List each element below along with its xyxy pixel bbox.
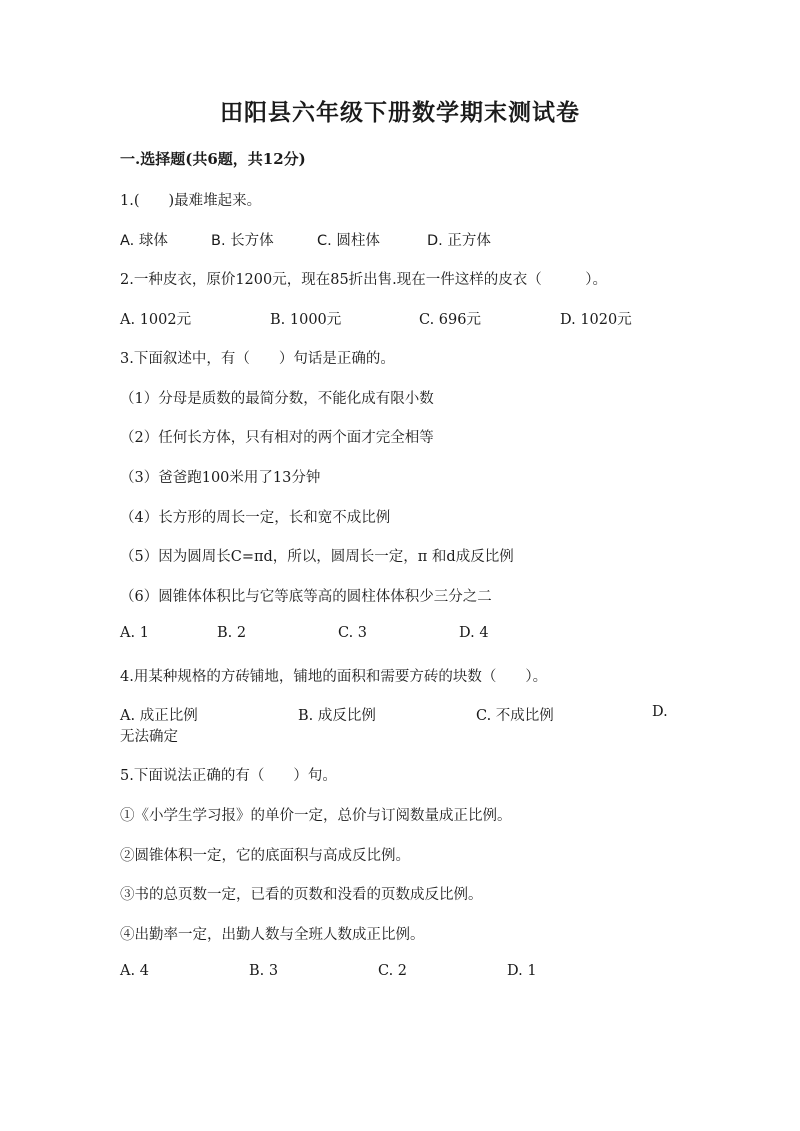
q2-option-b: B. 1000元 <box>270 312 342 328</box>
q4-option-a: A. 成正比例 <box>120 708 198 724</box>
q3-statement-1: （1）分母是质数的最简分数，不能化成有限小数 <box>120 391 434 407</box>
q4-option-d: D. <box>652 704 668 720</box>
q4-option-b: B. 成反比例 <box>298 708 376 724</box>
question-3-stem: 3.下面叙述中，有（ ）句话是正确的。 <box>120 351 395 367</box>
q1-option-c: C. 圆柱体 <box>317 233 380 249</box>
q3-statement-5: （5）因为圆周长C=πd，所以，圆周长一定，π 和d成反比例 <box>120 549 514 565</box>
q2-option-c: C. 696元 <box>419 312 481 328</box>
q2-option-a: A. 1002元 <box>120 312 192 328</box>
q5-option-c: C. 2 <box>378 963 408 979</box>
q3-statement-2: （2）任何长方体，只有相对的两个面才完全相等 <box>120 430 434 446</box>
q5-statement-3: ③书的总页数一定，已看的页数和没看的页数成反比例。 <box>120 887 483 903</box>
q1-option-a: A. 球体 <box>120 233 168 249</box>
q1-option-d: D. 正方体 <box>427 233 491 249</box>
q5-option-d: D. 1 <box>507 963 537 979</box>
question-1-stem: 1.( )最难堆起来。 <box>120 193 262 209</box>
q5-statement-4: ④出勤率一定，出勤人数与全班人数成正比例。 <box>120 927 425 943</box>
q5-statement-1: ①《小学生学习报》的单价一定，总价与订阅数量成正比例。 <box>120 808 512 824</box>
q5-option-a: A. 4 <box>120 963 149 979</box>
question-4-stem: 4.用某种规格的方砖铺地，铺地的面积和需要方砖的块数（ ）。 <box>120 669 548 685</box>
q3-option-d: D. 4 <box>459 625 489 641</box>
q1-option-b: B. 长方体 <box>211 233 274 249</box>
q3-statement-4: （4）长方形的周长一定，长和宽不成比例 <box>120 510 391 526</box>
q3-option-c: C. 3 <box>338 625 368 641</box>
page-title: 田阳县六年级下册数学期末测试卷 <box>220 99 580 126</box>
question-2-stem: 2.一种皮衣，原价1200元，现在85折出售.现在一件这样的皮衣（ ）。 <box>120 272 608 288</box>
q5-statement-2: ②圆锥体积一定，它的底面积与高成反比例。 <box>120 848 410 864</box>
q4-option-c: C. 不成比例 <box>476 708 554 724</box>
q3-option-b: B. 2 <box>217 625 247 641</box>
section-heading: 一.选择题(共6题，共12分) <box>120 150 306 168</box>
q3-statement-6: （6）圆锥体体积比与它等底等高的圆柱体体积少三分之二 <box>120 589 492 605</box>
question-5-stem: 5.下面说法正确的有（ ）句。 <box>120 768 337 784</box>
q4-option-d-text: 无法确定 <box>120 729 178 745</box>
q2-option-d: D. 1020元 <box>560 312 632 328</box>
q3-option-a: A. 1 <box>120 625 149 641</box>
q5-option-b: B. 3 <box>249 963 279 979</box>
q3-statement-3: （3）爸爸跑100米用了13分钟 <box>120 470 321 486</box>
